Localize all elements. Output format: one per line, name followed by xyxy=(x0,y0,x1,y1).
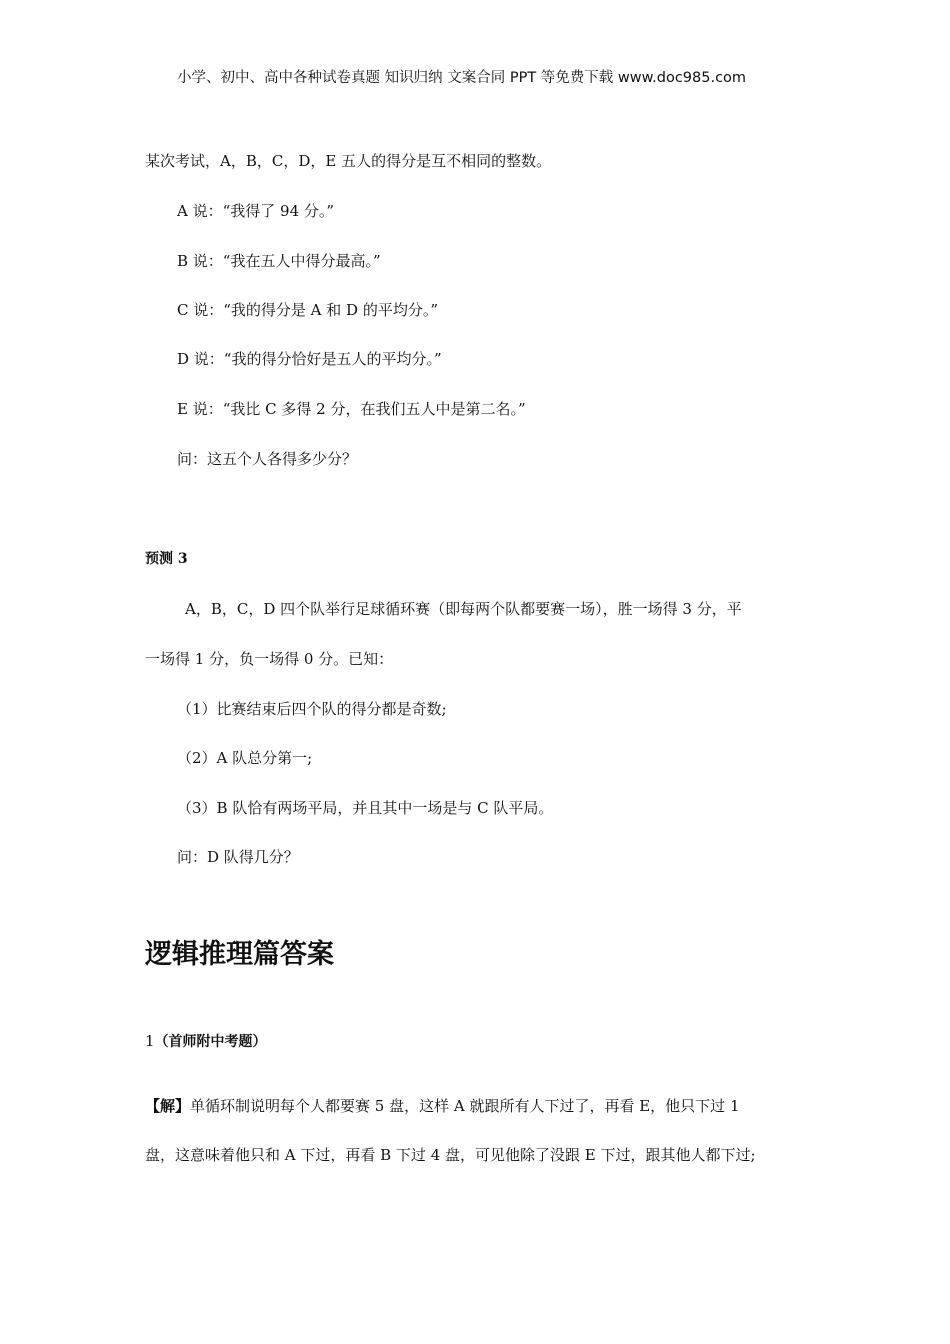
answer-number: 1 xyxy=(145,1032,155,1050)
section-title: 预测 3 xyxy=(145,551,188,567)
statement-e: E 说：“我比 C 多得 2 分，在我们五人中是第二名。” xyxy=(177,400,526,418)
statement-c: C 说：“我的得分是 A 和 D 的平均分。” xyxy=(177,301,439,319)
question: 问：D 队得几分？ xyxy=(177,848,299,866)
page-header: 小学、初中、高中各种试卷真题 知识归纳 文案合同 PPT 等免费下载 www.doc985.com xyxy=(177,70,747,86)
condition-1: （1）比赛结束后四个队的得分都是奇数; xyxy=(177,700,447,718)
condition-2: （2）A 队总分第一; xyxy=(177,749,313,767)
answer-heading xyxy=(145,1031,267,1051)
problem-intro: A，B，C，D 四个队举行足球循环赛（即每两个队都要赛一场），胜一场得 3 分，平 xyxy=(185,600,742,618)
condition-3: （3）B 队恰有两场平局，并且其中一场是与 C 队平局。 xyxy=(177,799,554,817)
solution-line-1 xyxy=(145,1095,740,1116)
problem-intro: 某次考试，A，B，C，D，E 五人的得分是互不相同的整数。 xyxy=(145,152,552,170)
statement-b: B 说：“我在五人中得分最高。” xyxy=(177,252,381,270)
statement-d: D 说：“我的得分恰好是五人的平均分。” xyxy=(177,350,442,368)
solution-tag: 【解】 xyxy=(145,1097,191,1115)
question: 问：这五个人各得多少分？ xyxy=(177,450,358,468)
problem-intro-cont: 一场得 1 分，负一场得 0 分。已知： xyxy=(145,650,394,668)
solution-text: 单循环制说明每个人都要赛 5 盘，这样 A 就跟所有人下过了，再看 E，他只下过 1 xyxy=(190,1097,740,1115)
answer-source: （首师附中考题） xyxy=(154,1034,267,1050)
answers-heading: 逻辑推理篇答案 xyxy=(145,939,334,970)
solution-line-2: 盘，这意味着他只和 A 下过，再看 B 下过 4 盘，可见他除了没跟 E 下过，跟其他人都下过; xyxy=(145,1146,756,1164)
statement-a: A 说：“我得了 94 分。” xyxy=(177,202,335,220)
